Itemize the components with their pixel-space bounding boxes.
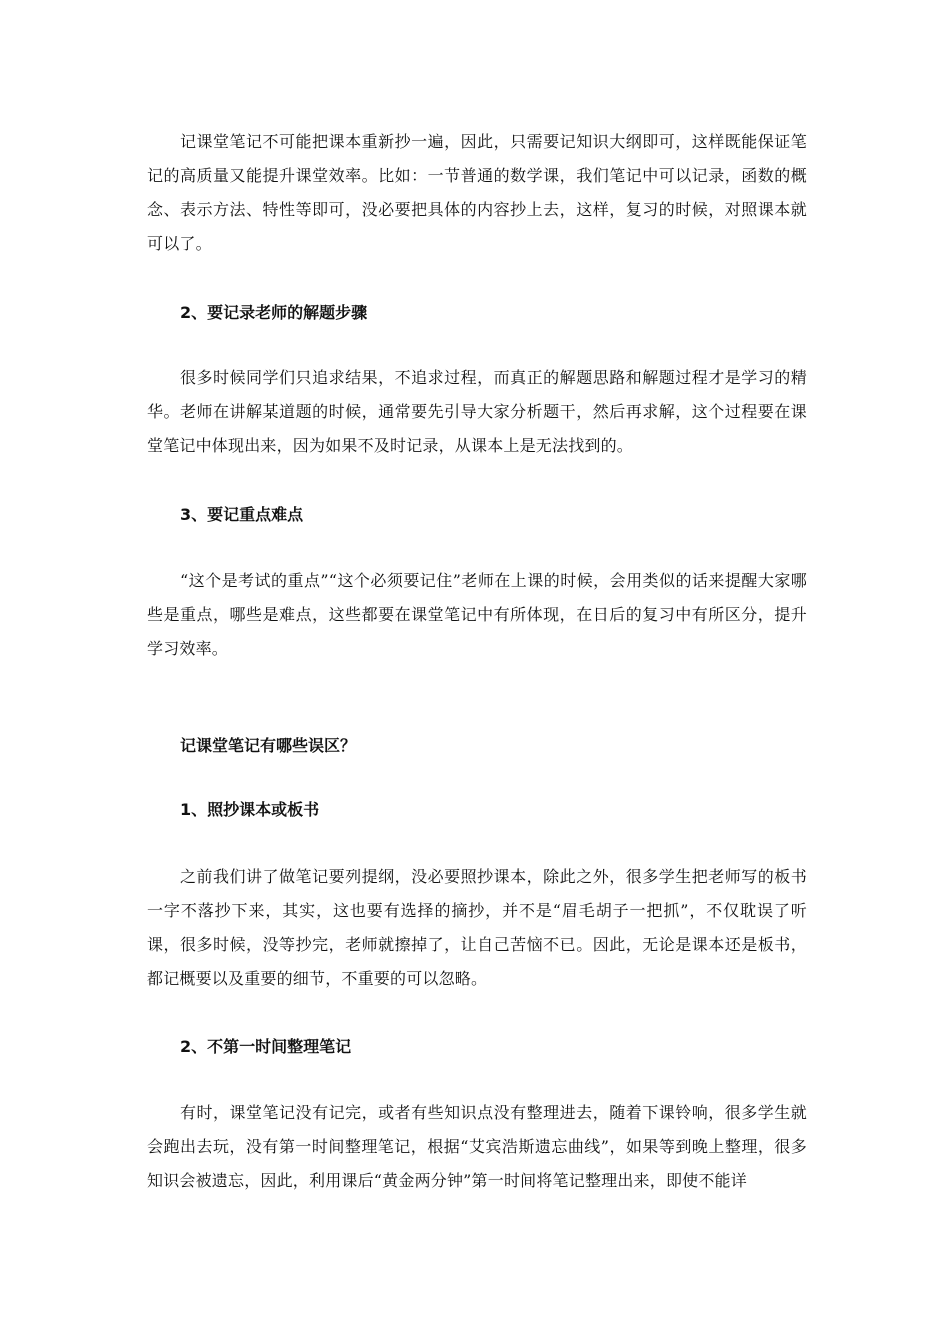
- paragraph-copying-textbook: 之前我们讲了做笔记要列提纲，没必要照抄课本，除此之外，很多学生把老师写的板书一字不落抄下来，其实，这也要有选择的摘抄，并不是“眉毛胡子一把抓”，不仅耽误了听课，很多时候，没等抄完，老师就擦掉了，让自己苦恼不已。因此，无论是课本还是板书，都记概要以及重要的细节，不重要的可以忽略。: [147, 867, 807, 988]
- heading-key-points: 3、要记重点难点: [180, 505, 304, 524]
- heading-solution-steps: 2、要记录老师的解题步骤: [180, 303, 368, 322]
- section-title-mistakes: 记课堂笔记有哪些误区？: [180, 736, 357, 755]
- paragraph-organize-notes: 有时，课堂笔记没有记完，或者有些知识点没有整理进去，随着下课铃响，很多学生就会跑出去玩，没有第一时间整理笔记，根据“艾宾浩斯遗忘曲线”，如果等到晚上整理，很多知识会被遗忘，因此，利用课后“黄金两分钟”第一时间将笔记整理出来，即使不能详: [147, 1103, 807, 1190]
- heading-copying-textbook: 1、照抄课本或板书: [180, 800, 320, 819]
- paragraph-solution-steps: 很多时候同学们只追求结果，不追求过程，而真正的解题思路和解题过程才是学习的精华。老师在讲解某道题的时候，通常要先引导大家分析题干，然后再求解，这个过程要在课堂笔记中体现出来，因为如果不及时记录，从课本上是无法找到的。: [147, 368, 807, 455]
- paragraph-outline-notes: 记课堂笔记不可能把课本重新抄一遍，因此，只需要记知识大纲即可，这样既能保证笔记的高质量又能提升课堂效率。比如：一节普通的数学课，我们笔记中可以记录，函数的概念、表示方法、特性等即可，没必要把具体的内容抄上去，这样，复习的时候，对照课本就可以了。: [147, 132, 807, 253]
- paragraph-key-points: “这个是考试的重点”“这个必须要记住”老师在上课的时候，会用类似的话来提醒大家哪些是重点，哪些是难点，这些都要在课堂笔记中有所体现，在日后的复习中有所区分，提升学习效率。: [147, 571, 807, 658]
- heading-organize-notes: 2、不第一时间整理笔记: [180, 1037, 352, 1056]
